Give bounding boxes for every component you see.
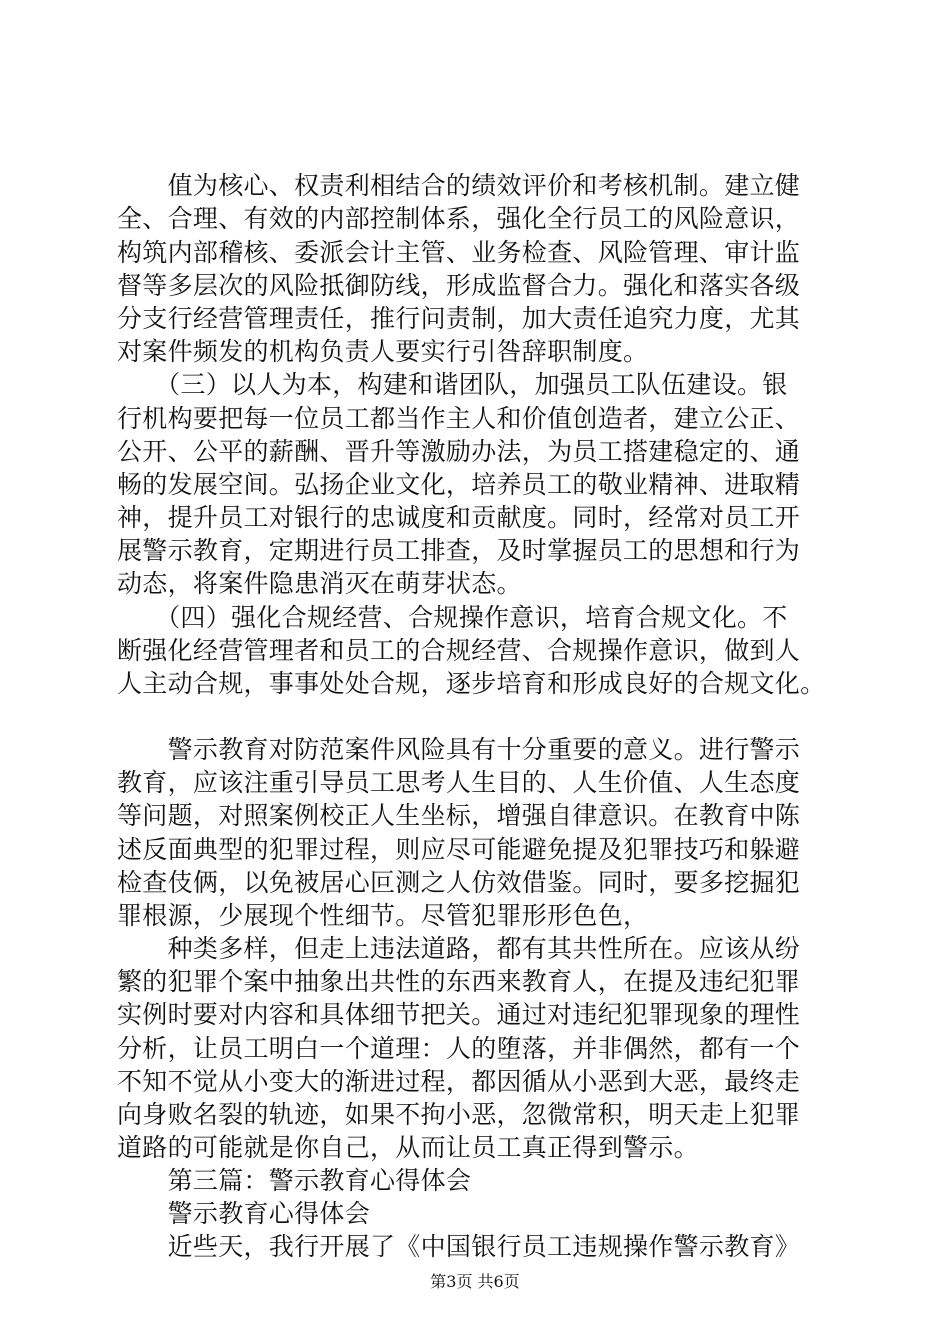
text-line: 分析，让员工明白一个道理：人的堕落，并非偶然，都有一个 — [117, 1034, 801, 1063]
text-line: 神，提升员工对银行的忠诚度和贡献度。同时，经常对员工开 — [117, 503, 801, 532]
text-line: 教育，应该注重引导员工思考人生目的、人生价值、人生态度 — [117, 768, 801, 797]
text-line: 罪根源，少展现个性细节。尽管犯罪形形色色， — [117, 901, 649, 930]
text-line: 种类多样，但走上违法道路，都有其共性所在。应该从纷 — [117, 934, 801, 963]
text-line: 行机构要把每一位员工都当作主人和价值创造者，建立公正、 — [117, 404, 801, 433]
text-line: 分支行经营管理责任，推行问责制，加大责任追究力度，尤其 — [117, 304, 801, 333]
text-line: 公开、公平的薪酬、晋升等激励办法，为员工搭建稳定的、通 — [117, 437, 801, 466]
text-line: 值为核心、权责利相结合的绩效评价和考核机制。建立健 — [117, 171, 801, 200]
text-line: 述反面典型的犯罪过程，则应尽可能避免提及犯罪技巧和躲避 — [117, 835, 801, 864]
text-line: 全、合理、有效的内部控制体系，强化全行员工的风险意识， — [117, 204, 801, 233]
text-line: 畅的发展空间。弘扬企业文化，培养员工的敬业精神、进取精 — [117, 470, 801, 499]
text-line: 警示教育对防范案件风险具有十分重要的意义。进行警示 — [117, 735, 801, 764]
text-line: 繁的犯罪个案中抽象出共性的东西来教育人，在提及违纪犯罪 — [117, 967, 801, 996]
text-line: 不知不觉从小变大的渐进过程，都因循从小恶到大恶，最终走 — [117, 1067, 801, 1096]
text-line: 等问题，对照案例校正人生坐标，增强自律意识。在教育中陈 — [117, 801, 801, 830]
text-line: 近些天，我行开展了《中国银行员工违规操作警示教育》 — [117, 1232, 801, 1261]
text-line: （四）强化合规经营、合规操作意识，培育合规文化。不 — [117, 603, 788, 632]
text-line: 实例时要对内容和具体细节把关。通过对违纪犯罪现象的理性 — [117, 1000, 801, 1029]
page-indicator: 第3页 共6页 — [430, 1272, 520, 1291]
section-subheading: 警示教育心得体会 — [117, 1199, 371, 1228]
text-line: 道路的可能就是你自己，从而让员工真正得到警示。 — [117, 1133, 699, 1162]
text-line: 构筑内部稽核、委派会计主管、业务检查、风险管理、审计监 — [117, 238, 801, 267]
text-line: 人主动合规，事事处处合规，逐步培育和形成良好的合规文化。 — [117, 669, 826, 698]
text-line: 检查伎俩，以免被居心叵测之人仿效借鉴。同时，要多挖掘犯 — [117, 868, 801, 897]
text-line: 动态，将案件隐患消灭在萌芽状态。 — [117, 569, 522, 598]
text-line: 展警示教育，定期进行员工排查，及时掌握员工的思想和行为 — [117, 536, 801, 565]
section-heading: 第三篇：警示教育心得体会 — [117, 1166, 472, 1195]
text-line: （三）以人为本，构建和谐团队，加强员工队伍建设。银 — [117, 370, 788, 399]
text-line: 对案件频发的机构负责人要实行引咎辞职制度。 — [117, 337, 649, 366]
text-line: 断强化经营管理者和员工的合规经营、合规操作意识，做到人 — [117, 636, 801, 665]
text-line: 向身败名裂的轨迹，如果不拘小恶，忽微常积，明天走上犯罪 — [117, 1100, 801, 1129]
text-line: 督等多层次的风险抵御防线，形成监督合力。强化和落实各级 — [117, 271, 801, 300]
